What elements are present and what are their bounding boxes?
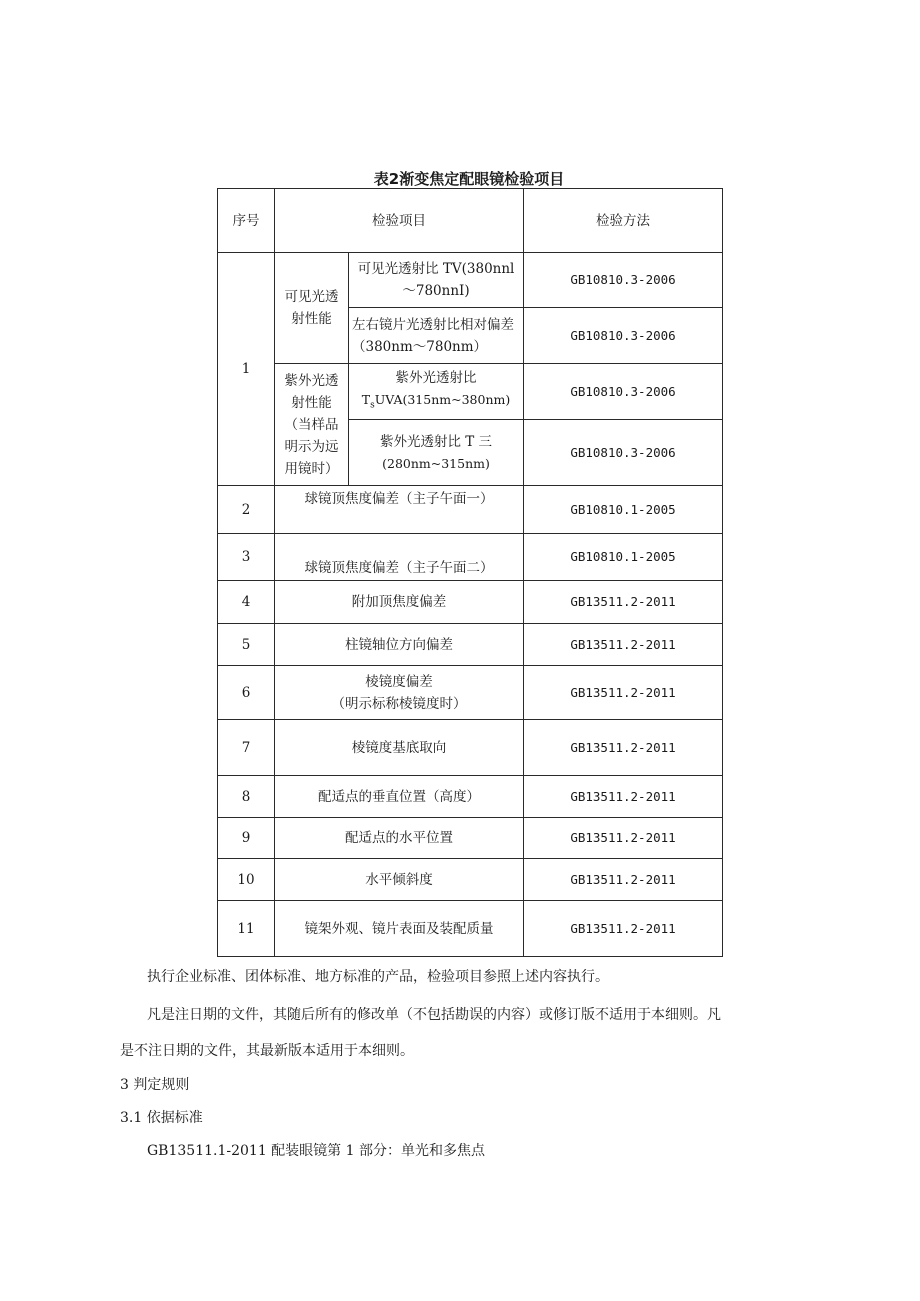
table-row [218,901,723,957]
item-subscript: s [370,400,375,411]
table-row [218,581,723,624]
group-label-visible: 可见光透射性能 [275,253,349,364]
group-label-uv: 紫外光透射性能（当样品明示为远用镜时） [275,364,349,486]
item-range: UVA(315nm~380nm) [374,391,511,407]
table-row [218,486,723,534]
paragraph-dated-docs-line1: 凡是注日期的文件，其随后所有的修改单（不包括勘误的内容）或修订版不适用于本细则。凡 [147,1007,721,1023]
method-cell: GB10810.3-2006 [524,253,723,308]
item-line: （明示标称棱镜度时） [331,695,467,712]
table-row [218,859,723,901]
table-header-row [218,189,723,253]
seq-cell: 3 [218,534,275,581]
method-cell: GB13511.2-2011 [524,901,723,957]
seq-cell: 6 [218,666,275,720]
header-seq: 序号 [218,189,275,253]
table-row [218,364,723,420]
item-cell: 球镜顶焦度偏差（主子午面二） [275,534,524,581]
item-cell: 球镜顶焦度偏差（主子午面一） [275,486,524,534]
method-cell: GB13511.2-2011 [524,818,723,859]
header-item: 检验项目 [275,189,524,253]
item-cell: 左右镜片光透射比相对偏差（380nm～780nm） [349,308,524,364]
section-heading-3-1: 3.1 依据标准 [120,1110,203,1126]
table-caption: 表2渐变焦定配眼镜检验项目 [373,170,565,188]
table-row [218,776,723,818]
item-line: (280nm~315nm) [382,455,490,471]
item-cell: 柱镜轴位方向偏差 [275,624,524,666]
item-cell [275,666,524,720]
item-symbol: T [361,391,371,407]
header-method: 检验方法 [524,189,723,253]
table-row [218,624,723,666]
item-cell: 附加顶焦度偏差 [275,581,524,624]
item-line: 紫外光透射比 [395,369,477,386]
item-cell: 镜架外观、镜片表面及装配质量 [275,901,524,957]
method-cell: GB10810.3-2006 [524,308,723,364]
paragraph-scope-note: 执行企业标准、团体标准、地方标准的产品，检验项目参照上述内容执行。 [147,969,609,985]
item-line: 紫外光透射比 T 三 [379,433,493,450]
seq-cell: 1 [218,253,275,486]
method-cell: GB13511.2-2011 [524,859,723,901]
method-cell: GB10810.3-2006 [524,420,723,486]
item-cell [349,420,524,486]
item-cell: 配适点的垂直位置（高度） [275,776,524,818]
inspection-items-table [217,188,723,957]
item-cell: 可见光透射比 TV(380nnl～780nnI) [349,253,524,308]
method-cell: GB13511.2-2011 [524,581,723,624]
seq-cell: 8 [218,776,275,818]
table-row [218,666,723,720]
method-cell: GB10810.1-2005 [524,534,723,581]
item-cell: 棱镜度基底取向 [275,720,524,776]
item-cell: 配适点的水平位置 [275,818,524,859]
item-line: 棱镜度偏差 [365,673,433,690]
method-cell: GB13511.2-2011 [524,624,723,666]
item-cell: 水平倾斜度 [275,859,524,901]
table-row [218,720,723,776]
seq-cell: 10 [218,859,275,901]
method-cell: GB10810.3-2006 [524,364,723,420]
seq-cell: 9 [218,818,275,859]
item-line [352,389,520,417]
item-cell [349,364,524,420]
method-cell: GB10810.1-2005 [524,486,723,534]
method-cell: GB13511.2-2011 [524,666,723,720]
seq-cell: 2 [218,486,275,534]
table-row [218,818,723,859]
seq-cell: 11 [218,901,275,957]
reference-standard: GB13511.1-2011 配装眼镜第 1 部分：单光和多焦点 [147,1143,485,1159]
seq-cell: 5 [218,624,275,666]
paragraph-dated-docs-line2: 是不注日期的文件，其最新版本适用于本细则。 [120,1043,414,1059]
table-row [218,534,723,581]
section-heading-3: 3 判定规则 [120,1077,190,1093]
seq-cell: 4 [218,581,275,624]
method-cell: GB13511.2-2011 [524,720,723,776]
method-cell: GB13511.2-2011 [524,776,723,818]
seq-cell: 7 [218,720,275,776]
table-row [218,253,723,308]
